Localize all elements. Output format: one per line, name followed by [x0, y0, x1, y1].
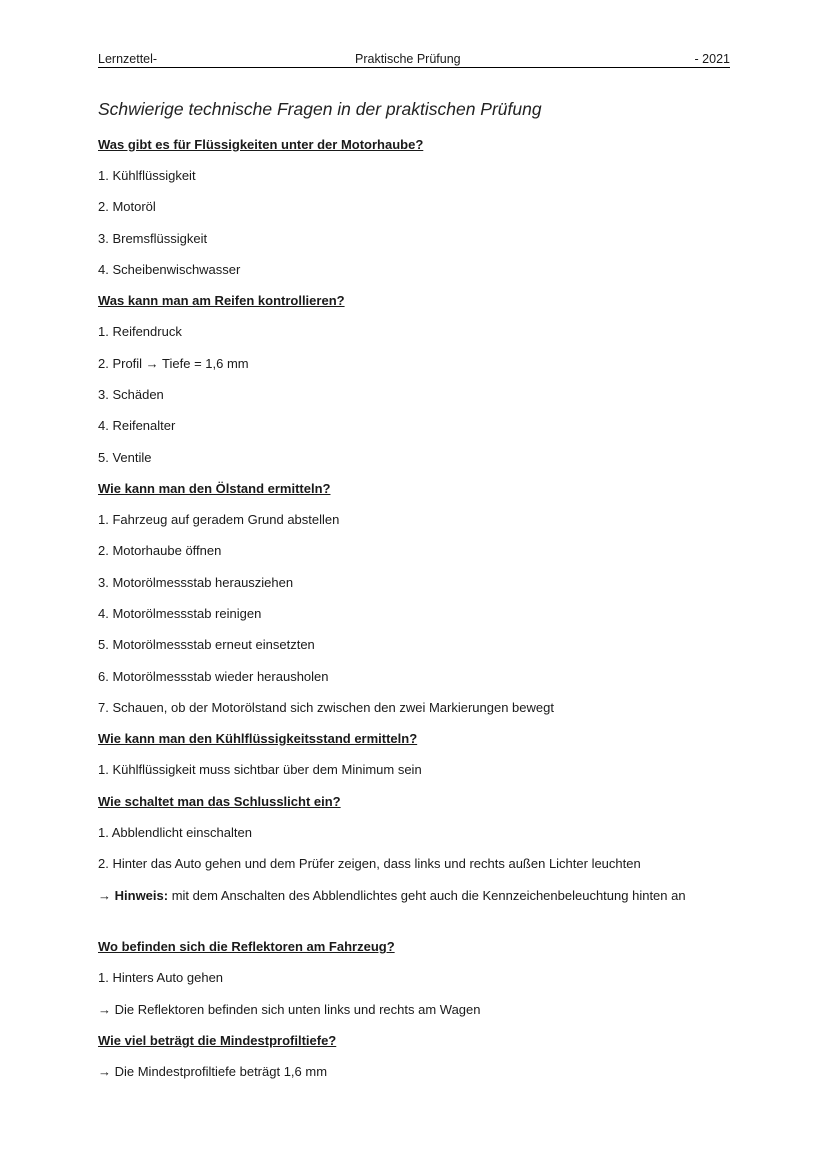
header-middle: Praktische Prüfung: [355, 52, 461, 66]
answer-item: 2. Motoröl: [98, 199, 156, 214]
answer-item: 3. Motorölmessstab herausziehen: [98, 575, 294, 590]
hint-label: Hinweis:: [114, 888, 169, 903]
answer-item: 6. Motorölmessstab wieder herausholen: [98, 669, 329, 684]
answer-item: 3. Bremsflüssigkeit: [98, 231, 208, 246]
hint-text: mit dem Anschalten des Abblendlichtes geht auch die Kennzeichenbeleuchtung hinten an: [171, 888, 686, 903]
answer-item: 2. Profil → Tiefe = 1,6 mm: [98, 356, 249, 371]
answer-item: 1. Kühlflüssigkeit muss sichtbar über dem Minimum sein: [98, 762, 422, 777]
answer-item: → Die Reflektoren befinden sich unten links und rechts am Wagen: [98, 1002, 481, 1017]
answer-item: 2. Hinter das Auto gehen und dem Prüfer zeigen, dass links und rechts außen Lichter leuchten: [98, 856, 641, 871]
question-heading: Was gibt es für Flüssigkeiten unter der Motorhaube?: [98, 137, 424, 152]
answer-item: 7. Schauen, ob der Motorölstand sich zwischen den zwei Markierungen bewegt: [98, 700, 554, 715]
answer-item: → Die Mindestprofiltiefe beträgt 1,6 mm: [98, 1064, 328, 1079]
question-heading: Was kann man am Reifen kontrollieren?: [98, 293, 345, 308]
answer-item: 1. Reifendruck: [98, 324, 182, 339]
header-right: - 2021: [694, 52, 730, 66]
answer-item: 1. Kühlflüssigkeit: [98, 168, 196, 183]
question-heading: Wo befinden sich die Reflektoren am Fahrzeug?: [98, 939, 395, 954]
page-title: Schwierige technische Fragen in der praktischen Prüfung: [98, 99, 542, 119]
answer-item: 2. Motorhaube öffnen: [98, 543, 222, 558]
question-heading: Wie viel beträgt die Mindestprofiltiefe?: [98, 1033, 337, 1048]
answer-item: 3. Schäden: [98, 387, 164, 402]
answer-item: 5. Motorölmessstab erneut einsetzten: [98, 637, 315, 652]
arrow-icon: →: [98, 888, 111, 903]
answer-item: 5. Ventile: [98, 450, 152, 465]
answer-item: 1. Abblendlicht einschalten: [98, 825, 252, 840]
answer-item: 4. Reifenalter: [98, 418, 176, 433]
answer-item: 4. Motorölmessstab reinigen: [98, 606, 262, 621]
header-left: Lernzettel-: [98, 52, 158, 66]
question-heading: Wie kann man den Kühlflüssigkeitsstand ermitteln?: [98, 731, 418, 746]
question-heading: Wie schaltet man das Schlusslicht ein?: [98, 794, 341, 809]
hint-note: [98, 885, 730, 906]
page-header: [98, 51, 730, 68]
answer-item: 1. Fahrzeug auf geradem Grund abstellen: [98, 512, 340, 527]
question-heading: Wie kann man den Ölstand ermitteln?: [98, 481, 331, 496]
document-page: [98, 0, 730, 1171]
answer-item: 4. Scheibenwischwasser: [98, 262, 241, 277]
answer-item: 1. Hinters Auto gehen: [98, 970, 224, 985]
